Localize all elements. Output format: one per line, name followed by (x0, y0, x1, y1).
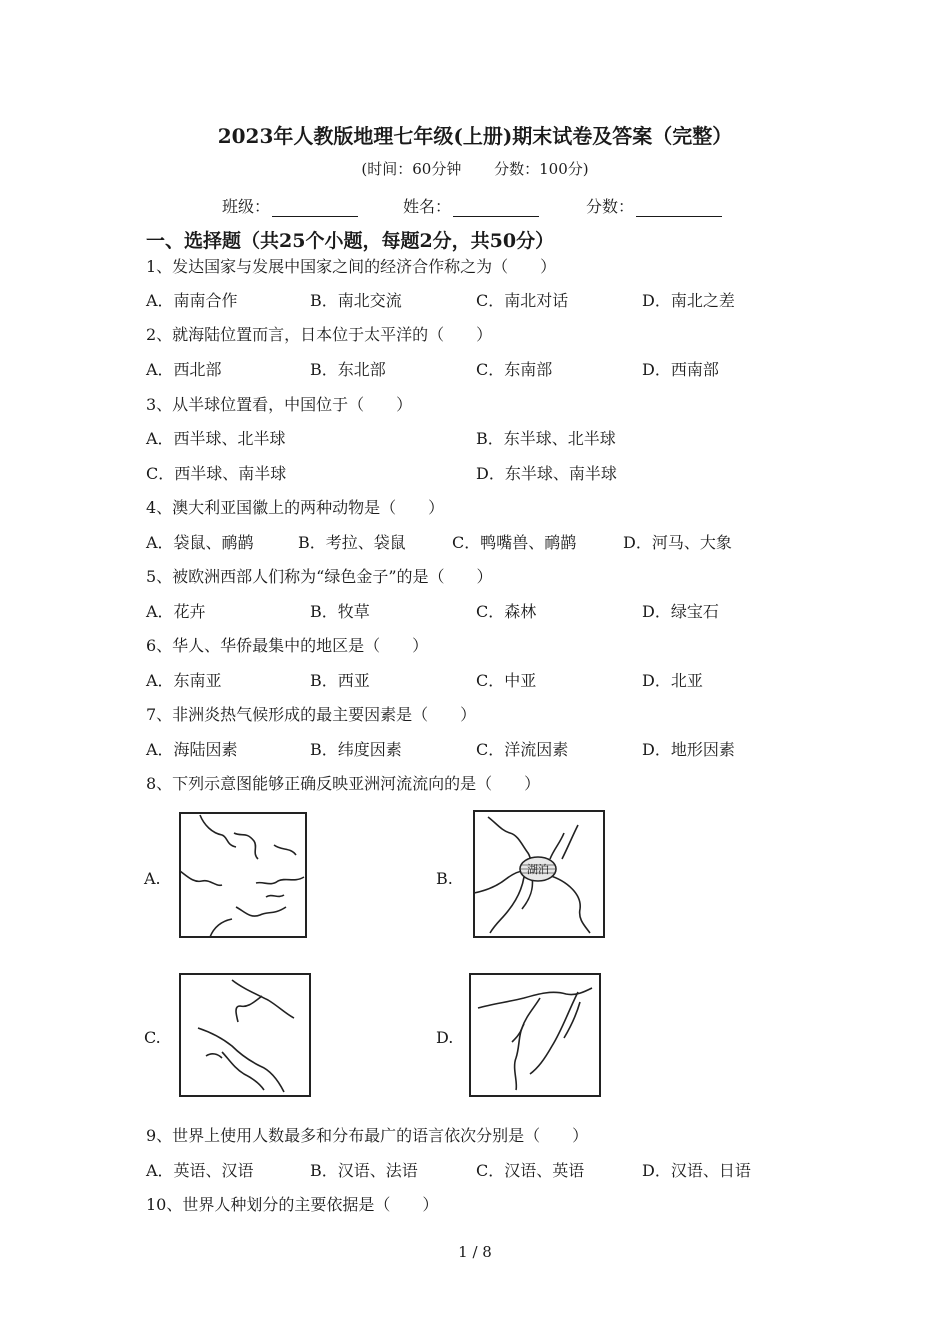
river-map-b (472, 809, 606, 939)
option-c: C．南北对话 (476, 291, 569, 310)
option-b: B．南北交流 (310, 291, 402, 310)
option-b: B．东半球、北半球 (476, 429, 616, 448)
question-stem: 10、世界人种划分的主要依据是（ ） (146, 1195, 439, 1214)
question-stem: 6、华人、华侨最集中的地区是（ ） (146, 636, 429, 655)
lake-label: 湖泊 (527, 863, 549, 876)
option-b: B．东北部 (310, 360, 386, 379)
question-stem: 9、世界上使用人数最多和分布最广的语言依次分别是（ ） (146, 1126, 589, 1145)
option-b: B．纬度因素 (310, 740, 402, 759)
option-a: A．西半球、北半球 (146, 429, 286, 448)
option-d: D．西南部 (642, 360, 719, 379)
score-field[interactable] (586, 194, 722, 217)
option-c: C．汉语、英语 (476, 1161, 585, 1180)
option-d: D．绿宝石 (642, 602, 719, 621)
option-d: D．东半球、南半球 (476, 464, 617, 483)
class-blank[interactable] (272, 200, 358, 217)
question-stem: 7、非洲炎热气候形成的最主要因素是（ ） (146, 705, 477, 724)
figure-label-d: D. (436, 1028, 454, 1047)
option-a: A．南南合作 (146, 291, 238, 310)
option-a: A．西北部 (146, 360, 222, 379)
exam-meta (0, 158, 950, 179)
figure-label-a: A. (144, 869, 161, 888)
option-a: A．东南亚 (146, 671, 222, 690)
question-stem: 4、澳大利亚国徽上的两种动物是（ ） (146, 498, 445, 517)
question-stem: 2、就海陆位置而言，日本位于太平洋的（ ） (146, 325, 493, 344)
option-c: C．西半球、南半球 (146, 464, 287, 483)
score-blank[interactable] (636, 200, 722, 217)
option-c: C．森林 (476, 602, 537, 621)
option-d: D．河马、大象 (623, 533, 732, 552)
option-d: D．地形因素 (642, 740, 735, 759)
section-title: 一、选择题（共25个小题，每题2分，共50分） (146, 230, 555, 252)
option-b: B．汉语、法语 (310, 1161, 418, 1180)
class-label: 班级： (222, 197, 271, 216)
name-field[interactable] (403, 194, 539, 217)
river-map-d (468, 972, 602, 1098)
exam-score: 分数：100分) (494, 160, 589, 178)
question-stem: 1、发达国家与发展中国家之间的经济合作称之为（ ） (146, 257, 557, 276)
score-label: 分数： (586, 197, 635, 216)
option-a: A．英语、汉语 (146, 1161, 254, 1180)
option-d: D．南北之差 (642, 291, 735, 310)
option-d: D．汉语、日语 (642, 1161, 751, 1180)
option-b: B．考拉、袋鼠 (298, 533, 406, 552)
option-a: A．花卉 (146, 602, 206, 621)
option-c: C．中亚 (476, 671, 537, 690)
option-a: A．海陆因素 (146, 740, 238, 759)
name-label: 姓名： (403, 197, 452, 216)
name-blank[interactable] (453, 200, 539, 217)
question-stem: 5、被欧洲西部人们称为“绿色金子”的是（ ） (146, 567, 493, 586)
river-map-c (178, 972, 312, 1098)
option-b: B．牧草 (310, 602, 370, 621)
option-c: C．洋流因素 (476, 740, 569, 759)
page-number: 1 / 8 (458, 1243, 492, 1261)
option-b: B．西亚 (310, 671, 370, 690)
figure-label-b: B. (436, 869, 453, 888)
page-title: 2023年人教版地理七年级(上册)期末试卷及答案（完整） (217, 124, 733, 148)
option-c: C．鸭嘴兽、鸸鹋 (452, 533, 577, 552)
figure-label-c: C. (144, 1028, 161, 1047)
option-a: A．袋鼠、鸸鹋 (146, 533, 254, 552)
river-map-a (178, 811, 308, 939)
class-field[interactable] (222, 194, 358, 217)
question-stem: 3、从半球位置看，中国位于（ ） (146, 395, 413, 414)
option-d: D．北亚 (642, 671, 703, 690)
option-c: C．东南部 (476, 360, 553, 379)
exam-time: (时间：60分钟 (361, 160, 462, 178)
question-stem: 8、下列示意图能够正确反映亚洲河流流向的是（ ） (146, 774, 541, 793)
